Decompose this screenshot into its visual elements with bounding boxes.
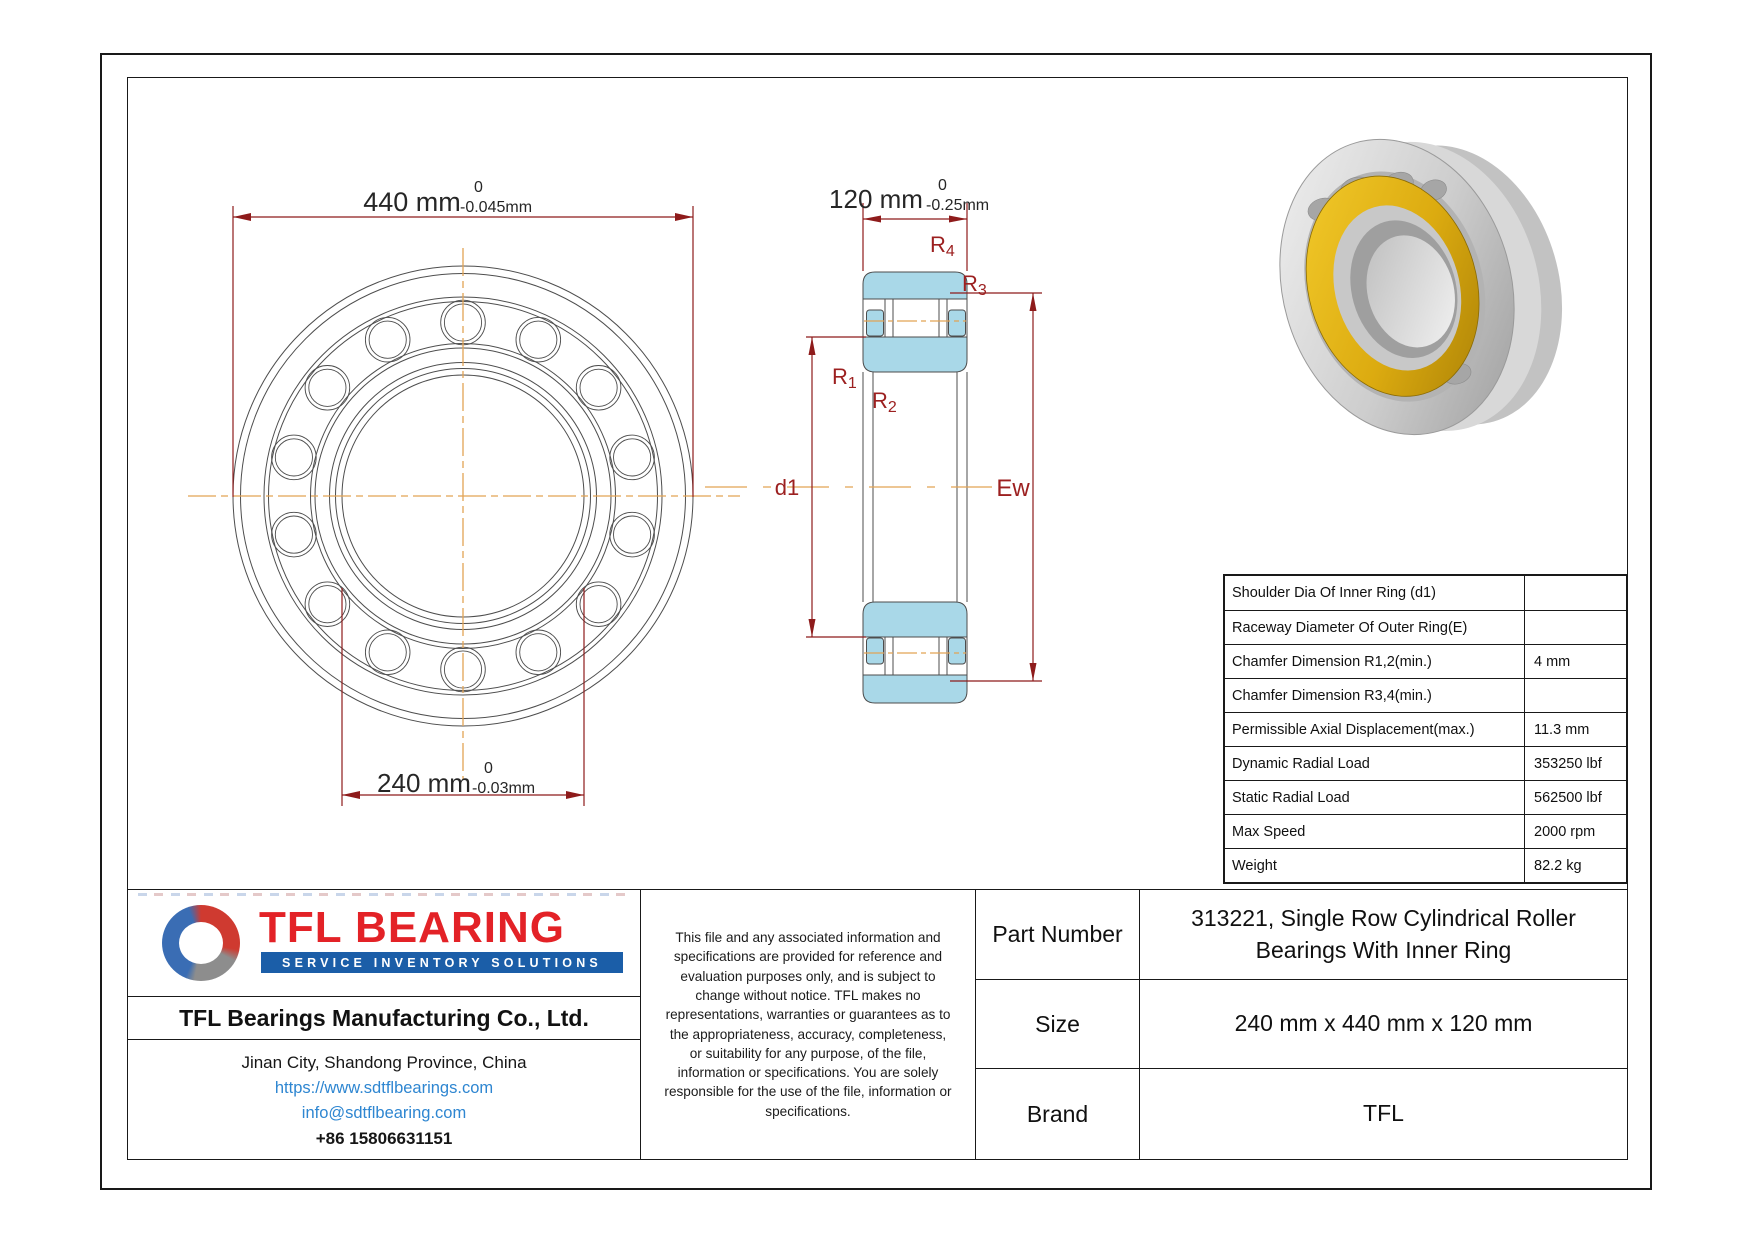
table-row <box>1225 644 1626 678</box>
spec-label: Static Radial Load <box>1225 781 1525 814</box>
watermark-artifact-line <box>138 893 626 896</box>
spec-value <box>1525 611 1626 644</box>
table-row <box>1225 780 1626 814</box>
spec-label: Max Speed <box>1225 815 1525 848</box>
disclaimer-text: This file and any associated information and specifications are provided for reference and evaluation purposes only, and is subject to change without notice. TFL makes no representations, warranties or guarantees as to the appropriateness, accuracy, completeness, or suitability for any purpose, of the file, information or specifications. You are solely responsible for the use of the file, information or specifications. <box>664 930 952 1119</box>
front-view-centerlines <box>188 248 740 780</box>
width-value: 120 mm <box>829 184 923 214</box>
spec-label: Raceway Diameter Of Outer Ring(E) <box>1225 611 1525 644</box>
spec-value: 562500 lbf <box>1534 789 1602 806</box>
field-labels-column <box>976 890 1140 1159</box>
spec-value: 2000 rpm <box>1534 823 1596 840</box>
table-row <box>1225 814 1626 848</box>
company-column <box>128 890 641 1159</box>
spec-value <box>1525 576 1626 610</box>
chamfer-label-r3: R3 <box>962 271 987 299</box>
width-tol-upper: 0 <box>938 177 947 194</box>
table-row <box>1225 678 1626 712</box>
table-row <box>1225 610 1626 644</box>
spec-label: Shoulder Dia Of Inner Ring (d1) <box>1225 576 1525 610</box>
company-address: Jinan City, Shandong Province, China <box>241 1053 527 1072</box>
email-link[interactable]: info@sdtflbearing.com <box>301 1104 467 1122</box>
d1-label: d1 <box>774 475 800 500</box>
phone-number: +86 15806631151 <box>315 1129 453 1148</box>
table-row <box>1225 712 1626 746</box>
spec-value: 353250 lbf <box>1534 755 1602 772</box>
logo-brand-text: TFL BEARING <box>259 903 565 952</box>
spec-value <box>1525 679 1626 712</box>
chamfer-label-r1: R1 <box>832 364 857 392</box>
title-block <box>127 889 1628 1160</box>
spec-value: 82.2 kg <box>1534 857 1582 874</box>
disclaimer-column <box>641 890 976 1159</box>
bore-diameter-tol-lower: -0.03mm <box>472 780 536 797</box>
chamfer-label-r4: R4 <box>930 232 955 260</box>
cross-section-drawing <box>705 177 1042 703</box>
spec-value: 11.3 mm <box>1534 721 1590 738</box>
company-name: TFL Bearings Manufacturing Co., Ltd. <box>128 996 640 1039</box>
field-values-column <box>1140 890 1627 1159</box>
size-label: Size <box>976 979 1139 1068</box>
size-value: 240 mm x 440 mm x 120 mm <box>1140 979 1627 1068</box>
width-tol-lower: -0.25mm <box>926 197 990 214</box>
spec-value: 4 mm <box>1534 653 1571 670</box>
outer-diameter-tol-upper: 0 <box>474 179 483 196</box>
outer-diameter-tol-lower: -0.045mm <box>460 199 533 216</box>
part-number-value: 313221, Single Row Cylindrical Roller Bearings With Inner Ring <box>1191 905 1576 963</box>
bore-diameter-tol-upper: 0 <box>484 760 493 777</box>
brand-label: Brand <box>976 1068 1139 1159</box>
chamfer-label-r2: R2 <box>872 388 897 416</box>
logo-area <box>128 890 640 996</box>
spec-label: Weight <box>1225 849 1525 882</box>
spec-label: Dynamic Radial Load <box>1225 747 1525 780</box>
ew-label: Ew <box>996 475 1030 502</box>
spec-label: Chamfer Dimension R3,4(min.) <box>1225 679 1525 712</box>
table-row <box>1225 746 1626 780</box>
specification-table <box>1223 574 1628 884</box>
logo-tagline: SERVICE INVENTORY SOLUTIONS <box>261 952 623 973</box>
table-row <box>1225 576 1626 610</box>
tfl-logo-icon <box>162 905 240 981</box>
table-row <box>1225 848 1626 882</box>
part-number-label: Part Number <box>992 921 1123 947</box>
spec-label: Chamfer Dimension R1,2(min.) <box>1225 645 1525 678</box>
bore-diameter-value: 240 mm <box>377 768 471 798</box>
company-contact <box>128 1039 640 1159</box>
spec-label: Permissible Axial Displacement(max.) <box>1225 713 1525 746</box>
front-view-drawing <box>188 179 740 806</box>
outer-diameter-value: 440 mm <box>363 187 461 217</box>
bearing-3d-render <box>1246 99 1594 469</box>
brand-value: TFL <box>1140 1068 1627 1159</box>
website-link[interactable]: https://www.sdtflbearings.com <box>274 1079 494 1097</box>
